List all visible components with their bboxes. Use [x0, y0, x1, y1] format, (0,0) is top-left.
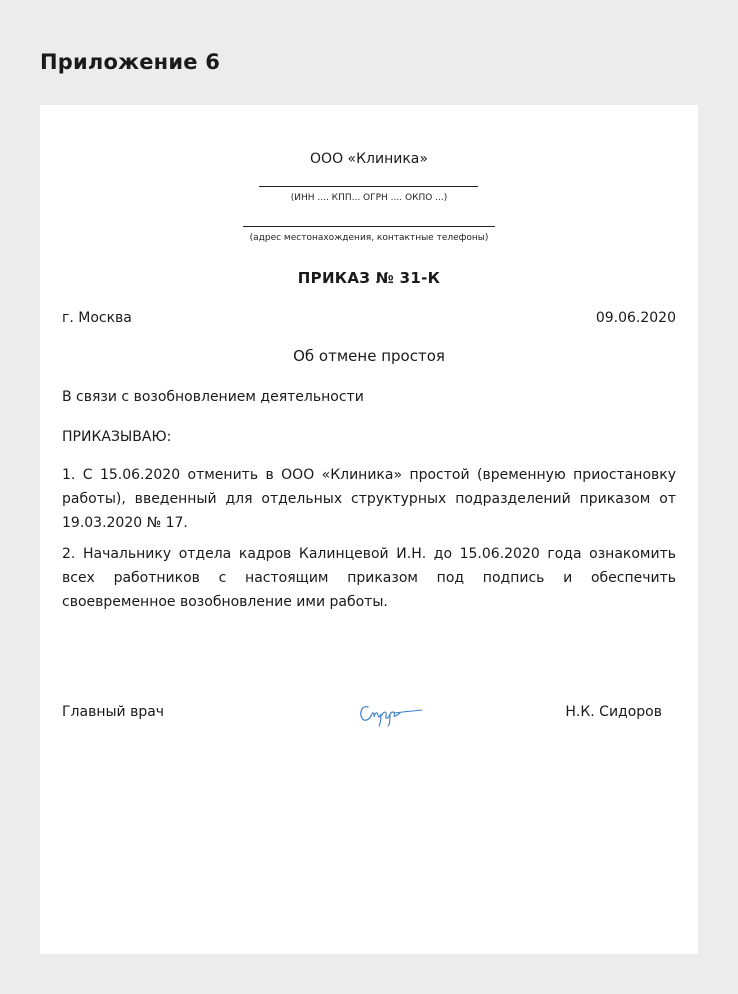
- signer-position: Главный врач: [62, 704, 165, 720]
- signer-name: Н.К. Сидоров: [565, 704, 662, 720]
- order-title: ПРИКАЗ № 31-К: [297, 269, 441, 287]
- address-underline: [243, 226, 495, 227]
- order-item-2: 2. Начальнику отдела кадров Калинцевой И.Н. до 15.06.2020 года ознакомить всех работников с настоящим приказом под подпись и обеспечить своевременное возобновление ими работы.: [62, 546, 676, 610]
- organization-name: ООО «Клиника»: [310, 151, 428, 167]
- order-city: г. Москва: [62, 310, 132, 326]
- codes-caption: (ИНН .... КПП... ОГРН .... ОКПО ...): [290, 193, 448, 203]
- order-date: 09.06.2020: [595, 310, 676, 326]
- order-item-1: 1. С 15.06.2020 отменить в ООО «Клиника» простой (временную приостановку работы), введенный для отдельных структурных подразделений приказом от 19.03.2020 № 17.: [62, 467, 676, 531]
- order-subject: Об отмене простоя: [293, 347, 445, 365]
- order-reason: В связи с возобновлением деятельности: [62, 389, 364, 405]
- handwritten-signature: [358, 699, 424, 727]
- appendix-title: Приложение 6: [40, 50, 221, 74]
- order-command: ПРИКАЗЫВАЮ:: [62, 429, 172, 445]
- codes-underline: [259, 186, 478, 187]
- order-document: [40, 105, 698, 954]
- address-caption: (адрес местонахождения, контактные телефоны): [249, 233, 489, 243]
